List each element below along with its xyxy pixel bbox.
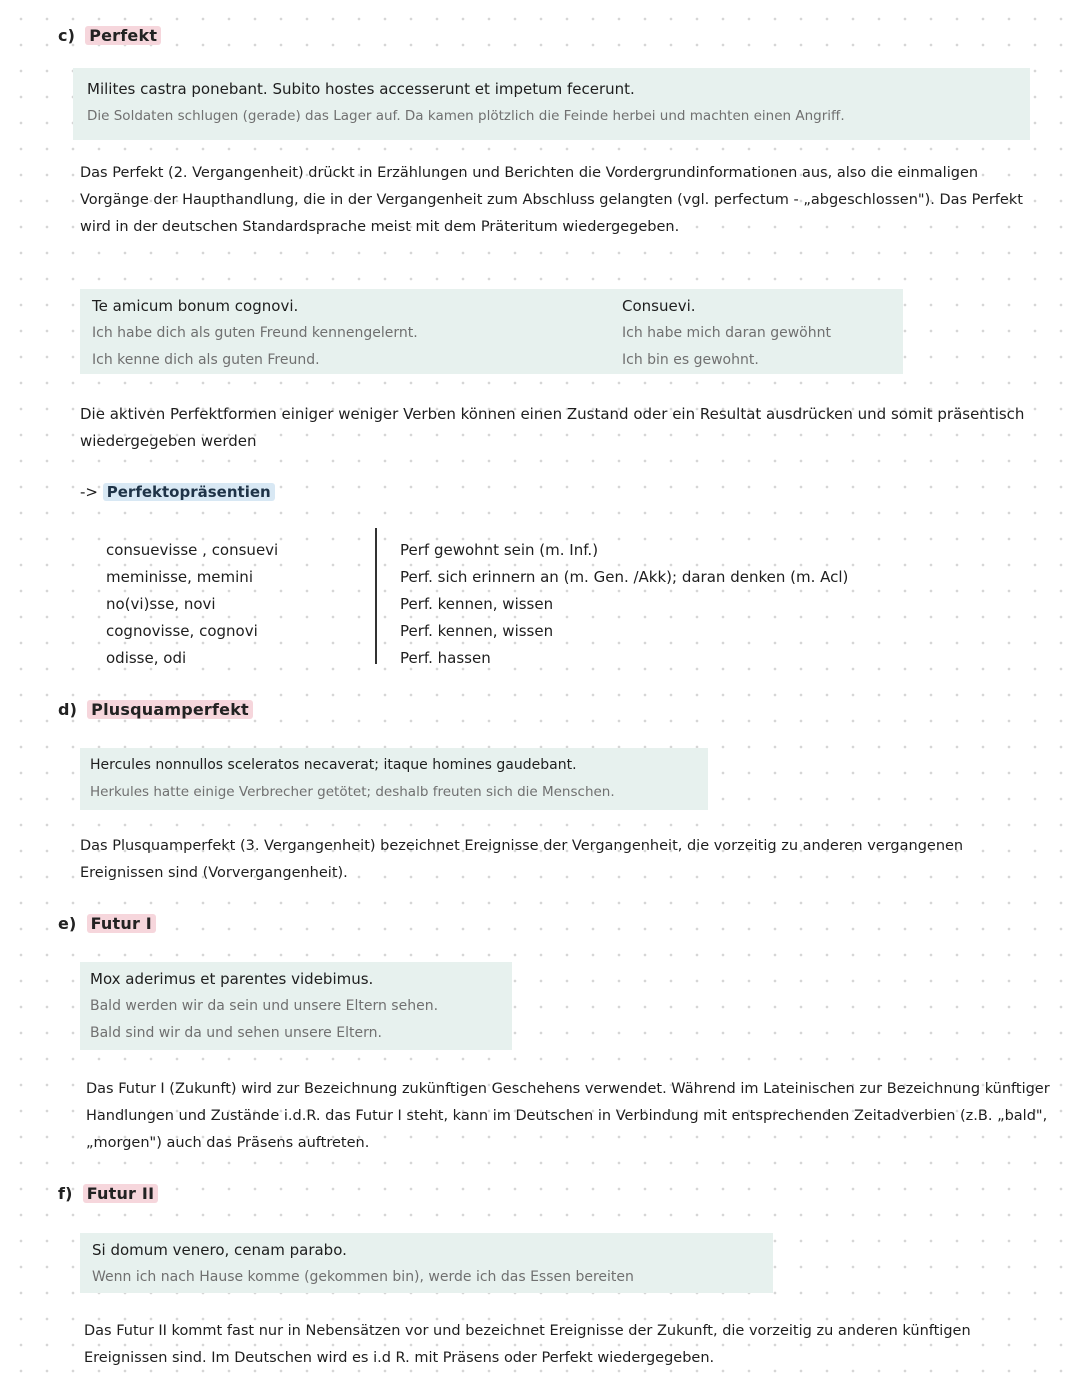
heading-title: Futur II [83,1184,159,1203]
heading-plusquamperfekt [58,700,253,719]
heading-letter: c) [58,26,76,45]
heading-title: Perfekt [85,26,161,45]
german-translation: Ich habe dich als guten Freund kennengelernt. [92,325,418,341]
german-translation: Bald sind wir da und sehen unsere Eltern. [90,1025,382,1041]
verb-form: no(vi)sse, novi [106,595,216,613]
german-translation: Herkules hatte einige Verbrecher getötet; deshalb freuten sich die Menschen. [90,784,615,800]
german-translation: Ich kenne dich als guten Freund. [92,352,320,368]
example-box-perfekt [73,68,1030,140]
heading-letter: d) [58,700,78,719]
paragraph-perfekt: Das Perfekt (2. Vergangenheit) drückt in Erzählungen und Berichten die Vordergrundinformationen aus, also die einmaligen Vorgänge der Haupthandlung, die in der Vergangenheit zum Abschluss gelangten (vgl. perfectum - „abgeschlossen"). Das Perfekt wird in der deutschen Standardsprache meist mit dem Präteritum wiedergegeben. [80,165,1023,235]
heading-futur1 [58,914,156,933]
paragraph-futur2: Das Futur II kommt fast nur in Nebensätzen vor und bezeichnet Ereignisse der Zukunft, die vorzeitig zu anderen künftigen Ereignissen sind. Im Deutschen wird es i.d R. mit Präsens oder Perfekt wiedergegeben. [84,1323,971,1366]
heading-title: Plusquamperfekt [87,700,253,719]
verb-form: odisse, odi [106,649,187,667]
latin-sentence: Te amicum bonum cognovi. [92,297,299,315]
verb-form: consuevisse , consuevi [106,541,279,559]
latin-sentence: Consuevi. [622,297,696,315]
latin-sentence: Hercules nonnullos sceleratos necaverat; itaque homines gaudebant. [90,757,577,773]
example-box-futur2 [80,1233,773,1293]
german-translation: Ich bin es gewohnt. [622,352,759,368]
heading-letter: e) [58,914,77,933]
latin-sentence: Milites castra ponebant. Subito hostes accesserunt et impetum fecerunt. [87,80,635,98]
arrow-label: Perfektopräsentien [103,483,275,501]
german-translation: Wenn ich nach Hause komme (gekommen bin), werde ich das Essen bereiten [92,1269,634,1285]
paragraph-futur1: Das Futur I (Zukunft) wird zur Bezeichnung zukünftigen Geschehens verwendet. Während im Lateinischen zur Bezeichnung künftiger Handlungen und Zustände i.d.R. das Futur I steht, kann im Deutschen in Verbindung mit entsprechenden Zeitadverbien (z.B. „bald", „morgen") auch das Präsens auftreten. [86,1081,1050,1151]
example-left [92,293,418,374]
heading-perfekt [58,26,161,45]
heading-futur2 [58,1184,158,1203]
verb-form: cognovisse, cognovi [106,622,258,640]
example-right [622,293,831,374]
latin-sentence: Mox aderimus et parentes videbimus. [90,970,374,988]
verb-meaning: Perf. kennen, wissen [400,595,554,613]
verb-meaning: Perf. kennen, wissen [400,622,554,640]
german-translation: Ich habe mich daran gewöhnt [622,325,831,341]
verb-meaning: Perf gewohnt sein (m. Inf.) [400,541,599,559]
paragraph-perfekt-2: Die aktiven Perfektformen einiger weniger Verben können einen Zustand oder ein Resultat ausdrücken und somit präsentisch wiedergegeben werden [80,405,1025,450]
verb-meaning: Perf. hassen [400,649,491,667]
german-translation: Bald werden wir da sein und unsere Eltern sehen. [90,998,439,1014]
arrow-icon: -> [80,483,98,501]
verb-forms-column [106,537,278,672]
verb-meanings-column [400,537,848,672]
arrow-note [80,483,275,501]
paragraph-plusquamperfekt: Das Plusquamperfekt (3. Vergangenheit) bezeichnet Ereignisse der Vergangenheit, die vorzeitig zu anderen vergangenen Ereignissen sind (Vorvergangenheit). [80,838,964,881]
column-divider [375,528,377,664]
latin-sentence: Si domum venero, cenam parabo. [92,1241,347,1259]
example-box-futur1 [80,962,512,1050]
heading-title: Futur I [87,914,156,933]
example-box-perfekt-2 [80,289,903,374]
german-translation: Die Soldaten schlugen (gerade) das Lager auf. Da kamen plötzlich die Feinde herbei und machten einen Angriff. [87,108,845,124]
example-box-plusquamperfekt [80,748,708,810]
heading-letter: f) [58,1184,73,1203]
verb-meaning: Perf. sich erinnern an (m. Gen. /Akk); daran denken (m. Acl) [400,568,849,586]
verb-form: meminisse, memini [106,568,253,586]
